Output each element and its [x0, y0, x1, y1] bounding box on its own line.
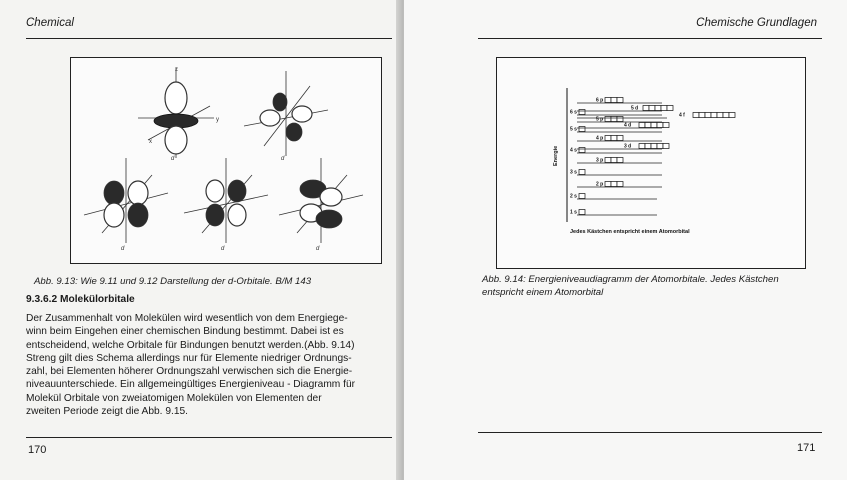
body-line: winn beim Eingehen einer chemischen Bindung bestimmt. Dabei ist es: [26, 326, 344, 338]
section-heading: 9.3.6.2 Molekülorbitale: [26, 294, 135, 305]
orbital-level-label: 4 p: [596, 135, 604, 142]
orbital-level-label: 5 d: [631, 105, 639, 112]
orbital-box: [617, 136, 623, 141]
body-line: zahl, bei Elementen höherer Ordnungszahl verwischen sich die Energie-: [26, 366, 353, 378]
orbital-level-label: 1 s: [570, 209, 577, 216]
orbital-box: [723, 113, 729, 118]
orbital-level-label: 2 p: [596, 181, 604, 188]
orbital-dxz: [184, 158, 268, 243]
orbital-level-label: 4 s: [570, 147, 577, 154]
figure-caption-right: [482, 273, 842, 299]
orbital-box: [661, 106, 667, 111]
orbital-box: [617, 182, 623, 187]
orbital-box: [579, 194, 585, 199]
orbital-box: [605, 98, 611, 103]
orbital-box: [579, 170, 585, 175]
caption-line: entspricht einem Atomorbital: [482, 287, 604, 298]
orbital-label: d: [221, 246, 225, 252]
orbital-level-label: 6 s: [570, 109, 577, 116]
body-line: Der Zusammenhalt von Molekülen wird wesentlich von dem Energiege-: [26, 313, 348, 324]
orbital-box: [729, 113, 735, 118]
axis-label: x: [149, 139, 152, 145]
orbital-box: [579, 210, 585, 215]
orbital-box: [657, 123, 663, 128]
orbital-level-label: 5 p: [596, 116, 604, 123]
page-number-left: 170: [28, 444, 47, 456]
orbital-box: [657, 144, 663, 149]
diagram-footer: Jedes Kästchen entspricht einem Atomorbital: [570, 229, 690, 235]
orbital-box: [639, 144, 645, 149]
orbital-box: [639, 123, 645, 128]
d-orbitals-figure: [70, 57, 382, 264]
orbital-box: [645, 123, 651, 128]
orbital-box: [611, 136, 617, 141]
orbital-box: [717, 113, 723, 118]
orbital-box: [605, 117, 611, 122]
orbital-label: d: [281, 156, 285, 162]
orbital-label: d: [121, 246, 125, 252]
body-line: entscheidend, welche Orbitale für Bindungen benutzt werden.(Abb. 9.14): [26, 339, 355, 351]
orbital-box: [617, 117, 623, 122]
orbital-dx2y2: [244, 71, 328, 156]
orbital-box: [617, 158, 623, 163]
d-orbitals-drawing: [71, 58, 381, 263]
orbital-level-label: 3 s: [570, 169, 577, 176]
orbital-dxy: [84, 158, 168, 243]
orbital-level-label: 6 p: [596, 97, 604, 104]
orbital-level-label: 4 d: [624, 122, 632, 129]
orbital-box: [611, 117, 617, 122]
orbital-box: [711, 113, 717, 118]
energy-level-figure: [496, 57, 806, 269]
orbital-box: [605, 182, 611, 187]
body-line: Streng gilt dies Schema allerdings nur für Elemente niedriger Ordnungs-: [26, 352, 352, 364]
orbital-box: [617, 98, 623, 103]
orbital-box: [663, 123, 669, 128]
orbital-label: d: [316, 246, 320, 252]
orbital-box: [605, 158, 611, 163]
orbital-box: [645, 144, 651, 149]
orbital-box: [667, 106, 673, 111]
figure-caption-left: Abb. 9.13: Wie 9.11 und 9.12 Darstellung der d-Orbitale. B/M 143: [34, 276, 312, 287]
orbital-level-label: 5 s: [570, 126, 577, 133]
orbital-box: [643, 106, 649, 111]
running-head-right: Chemische Grundlagen: [696, 17, 817, 29]
axis-label: z: [175, 67, 178, 73]
orbital-box: [693, 113, 699, 118]
orbital-box: [611, 158, 617, 163]
orbital-level-label: 3 d: [624, 143, 632, 150]
body-paragraph: [26, 312, 396, 418]
orbital-box: [579, 110, 585, 115]
energy-levels: [570, 98, 735, 216]
header-rule-left: [26, 38, 392, 39]
orbital-level-label: 2 s: [570, 193, 577, 200]
right-page: [404, 0, 847, 480]
left-page: [0, 0, 404, 480]
orbital-box: [651, 144, 657, 149]
orbital-box: [611, 182, 617, 187]
orbital-box: [611, 98, 617, 103]
body-line: Molekül Orbitale von zweiatomigen Molekülen von Elementen der: [26, 392, 322, 404]
orbital-box: [705, 113, 711, 118]
orbital-label: d: [171, 156, 175, 162]
orbital-box: [579, 127, 585, 132]
header-rule-right: [478, 38, 822, 39]
energy-level-diagram: [497, 58, 805, 268]
orbital-box: [663, 144, 669, 149]
orbital-box: [699, 113, 705, 118]
orbital-box: [605, 136, 611, 141]
page-number-right: 171: [797, 442, 816, 454]
footer-rule-right: [478, 432, 822, 433]
axis-label: y: [216, 117, 219, 123]
orbital-level-label: 4 f: [679, 112, 685, 119]
orbital-dyz: [279, 158, 363, 243]
orbital-box: [655, 106, 661, 111]
orbital-level-label: 3 p: [596, 157, 604, 164]
energy-axis-label: Energie: [553, 145, 559, 166]
running-head-left: Chemical: [26, 17, 74, 29]
footer-rule-left: [26, 437, 392, 438]
body-line: zweiten Periode zeigt die Abb. 9.15.: [26, 406, 188, 418]
orbital-box: [649, 106, 655, 111]
body-line: niveauunterschiede. Ein allgemeingültiges Energieniveau - Diagramm für: [26, 379, 356, 391]
orbital-box: [651, 123, 657, 128]
orbital-box: [579, 148, 585, 153]
caption-line: Abb. 9.14: Energieniveaudiagramm der Atomorbitale. Jedes Kästchen: [482, 274, 779, 285]
